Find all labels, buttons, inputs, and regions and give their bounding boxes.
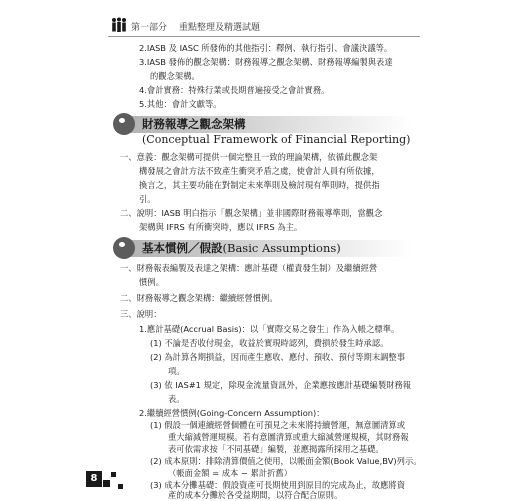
page-number: 8 xyxy=(86,471,102,487)
paragraph-line: 表。 xyxy=(168,394,185,404)
section-title-en: (Basic Assumptions) xyxy=(222,241,341,255)
paragraph-line: 二、說明：IASB 明白指示「觀念架構」並非國際財務報導準則，當觀念 xyxy=(120,208,383,218)
paragraph-line: 架構與 IFRS 有所衝突時，應以 IFRS 為主。 xyxy=(139,222,303,232)
paragraph-line: (2) 為計算各期損益，因而產生應收、應付、預收、預付等期末調整事 xyxy=(150,352,406,362)
paragraph-line: (1) 不論是否收付現金，收益於實現時認列，費損於發生時承認。 xyxy=(150,338,389,348)
paragraph-line: 表可依需求按「不同基礎」編製，並應揭露所採用之基礎。 xyxy=(168,444,384,454)
corner-decoration xyxy=(103,480,110,487)
paragraph-line: 重大縮減營運規模。若有意圖清算或重大縮減營運規模，其財務報 xyxy=(168,432,409,442)
list-item: 4.會計實務：特殊行業或長期普遍接受之會計實務。 xyxy=(139,85,330,95)
corner-decoration xyxy=(111,472,116,477)
paragraph-line: (3) 依 IAS#1 規定，除現金流量資訊外，企業應按應計基礎編製財務報 xyxy=(150,380,412,390)
section-title xyxy=(142,241,341,257)
paragraph-line: 構發展之會計方法不致產生衝突矛盾之虞，使會計人員有所依據， xyxy=(139,166,380,176)
section-title-zh: 基本慣例／假設 xyxy=(142,241,223,255)
paragraph-line: (2) 成本原則：排除清算價值之使用，以帳面金額(Book Value,BV)列示。 xyxy=(150,456,422,466)
paragraph-line: (1) 假設一個連續經營個體在可預見之未來將持續營運，無意圖清算或 xyxy=(150,420,406,430)
paragraph-line: 1.應計基礎(Accrual Basis)：以「實際交易之發生」作為入帳之標準。 xyxy=(139,324,400,334)
list-item: 5.其他：會計文獻等。 xyxy=(139,99,222,109)
paragraph-line: 一、財務報表編製及表達之架構：應計基礎（權責發生制）及繼續經營 xyxy=(120,263,378,273)
section-subtitle: (Conceptual Framework of Financial Reporting) xyxy=(142,133,411,146)
section-title: 財務報導之觀念架構 xyxy=(142,117,246,131)
header-title: 重點整理及精選試題 xyxy=(179,23,261,33)
paragraph-line: 二、財務報導之觀念架構：繼續經營慣例。 xyxy=(120,293,278,303)
header-part: 第一部分 xyxy=(131,23,168,33)
paragraph-line: 換言之，其主要功能在對制定未來準則及檢討現有準則時，提供指 xyxy=(139,180,380,190)
header-rule xyxy=(108,36,420,37)
paragraph-line: 引。 xyxy=(139,194,156,204)
corner-decoration xyxy=(118,484,123,489)
paragraph-line: 2.繼續經營慣例(Going-Concern Assumption)： xyxy=(139,408,325,418)
list-item: 2.IASB 及 IASC 所發佈的其他指引：釋例、執行指引、會議決議等。 xyxy=(139,43,393,53)
paragraph-line: 項。 xyxy=(168,366,185,376)
section-bullet-icon xyxy=(113,113,135,135)
paragraph-line: 產的成本分攤於各受益期間，以符合配合原則。 xyxy=(168,490,343,500)
section-bullet-icon xyxy=(113,237,135,259)
paragraph-line: （帳面金額 = 成本 − 累計折舊） xyxy=(168,468,293,478)
list-item: 的觀念架構。 xyxy=(150,71,200,81)
list-item: 3.IASB 發佈的觀念架構：財務報導之觀念架構、財務報導編製與表達 xyxy=(139,57,393,67)
running-header xyxy=(131,22,260,34)
paragraph-line: 一、意義：觀念架構可提供一個完整且一致的理論架構，依循此觀念架 xyxy=(120,152,378,162)
paragraph-line: 慣例。 xyxy=(139,277,164,287)
paragraph-line: 三、說明： xyxy=(120,309,162,319)
paragraph-line: (3) 成本分攤基礎：假設資產可長期使用到原目的完成為止，故應將資 xyxy=(150,480,406,490)
people-logo-icon xyxy=(111,17,127,33)
